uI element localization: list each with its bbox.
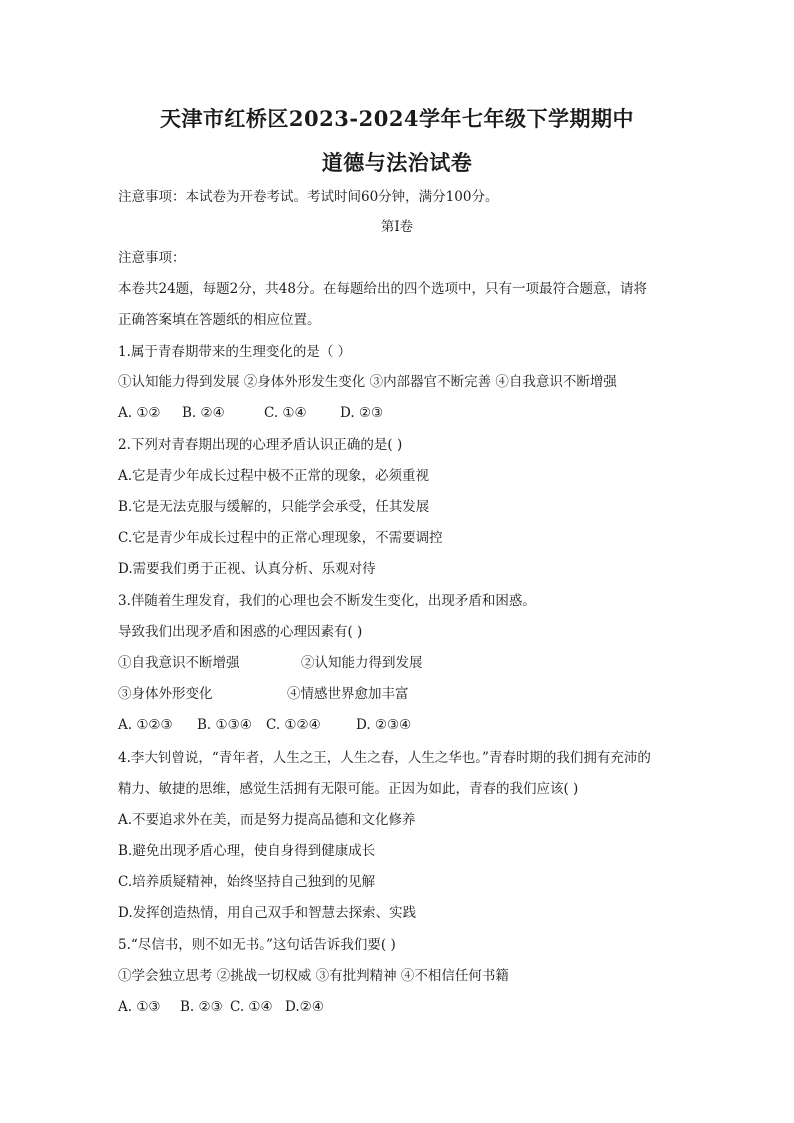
statement-4: ④情感世界愈加丰富 bbox=[287, 686, 409, 702]
choice-d: D.②④ bbox=[285, 999, 324, 1015]
question-3-stem-2: 导致我们出现矛盾和困惑的心理因素有( ) bbox=[118, 624, 363, 640]
exam-subject-title: 道德与法治试卷 bbox=[321, 150, 473, 175]
question-3-choices bbox=[118, 716, 411, 734]
statement-3: ③身体外形变化 bbox=[118, 686, 213, 702]
question-5-statements: ①学会独立思考 ②挑战一切权威 ③有批判精神 ④不相信任何书籍 bbox=[118, 968, 509, 984]
question-4-option-c: C.培养质疑精神，始终坚持自己独到的见解 bbox=[118, 874, 376, 890]
statement-1: ①自我意识不断增强 bbox=[118, 655, 240, 671]
question-3-statements-a bbox=[118, 654, 423, 672]
exam-note: 注意事项：本试卷为开卷考试。考试时间60分钟，满分100分。 bbox=[118, 189, 499, 205]
question-2-option-b: B.它是无法克服与缓解的，只能学会承受，任其发展 bbox=[118, 499, 430, 515]
question-1-stem: 1.属于青春期带来的生理变化的是（ ） bbox=[118, 344, 352, 360]
question-2-option-c: C.它是青少年成长过程中的正常心理现象，不需要调控 bbox=[118, 530, 443, 546]
choice-d: D. ②③ bbox=[340, 405, 384, 421]
question-3-stem: 3.伴随着生理发育，我们的心理也会不断发生变化，出现矛盾和困惑。 bbox=[118, 593, 536, 609]
exam-title: 天津市红桥区2023-2024学年七年级下学期期中 bbox=[159, 106, 635, 131]
instructions-heading: 注意事项： bbox=[118, 250, 186, 266]
choice-c: C. ①④ bbox=[264, 405, 307, 421]
choice-d: D. ②③④ bbox=[356, 717, 412, 733]
question-2-stem: 2.下列对青春期出现的心理矛盾认识正确的是( ) bbox=[118, 437, 403, 453]
question-1-statements: ①认知能力得到发展 ②身体外形发生变化 ③内部器官不断完善 ④自我意识不断增强 bbox=[118, 374, 617, 390]
question-5-choices bbox=[118, 998, 324, 1016]
choice-a: A. ①③ bbox=[118, 999, 161, 1015]
question-4-stem-2: 精力、敏捷的思维，感觉生活拥有无限可能。正因为如此，青春的我们应该( ) bbox=[118, 781, 579, 797]
choice-c: C. ①④ bbox=[230, 999, 273, 1015]
question-4-stem: 4.李大钊曾说，“青年者，人生之王，人生之春，人生之华也。”青春时期的我们拥有充沛的 bbox=[118, 750, 651, 766]
question-2-option-a: A.它是青少年成长过程中极不正常的现象，必须重视 bbox=[118, 468, 430, 484]
instructions-line: 正确答案填在答题纸的相应位置。 bbox=[118, 312, 321, 328]
question-5-stem: 5.“尽信书，则不如无书。”这句话告诉我们要( ) bbox=[118, 937, 396, 953]
section-title: 第I卷 bbox=[380, 219, 414, 235]
question-3-statements-b bbox=[118, 685, 409, 703]
choice-b: B. ②④ bbox=[182, 405, 225, 421]
choice-a: A. ①②③ bbox=[118, 717, 173, 733]
choice-b: B. ①③④ bbox=[197, 717, 252, 733]
statement-2: ②认知能力得到发展 bbox=[301, 655, 423, 671]
choice-b: B. ②③ bbox=[180, 999, 223, 1015]
instructions-line: 本卷共24题，每题2分，共48分。在每题给出的四个选项中，只有一项最符合题意，请将 bbox=[118, 281, 647, 297]
question-4-option-b: B.避免出现矛盾心理，使自身得到健康成长 bbox=[118, 843, 376, 859]
choice-c: C. ①②④ bbox=[266, 717, 321, 733]
question-2-option-d: D.需要我们勇于正视、认真分析、乐观对待 bbox=[118, 561, 376, 577]
question-1-choices bbox=[118, 404, 383, 422]
question-4-option-a: A.不要追求外在美，而是努力提高品德和文化修养 bbox=[118, 812, 416, 828]
question-4-option-d: D.发挥创造热情，用自己双手和智慧去探索、实践 bbox=[118, 905, 417, 921]
choice-a: A. ①② bbox=[118, 405, 161, 421]
